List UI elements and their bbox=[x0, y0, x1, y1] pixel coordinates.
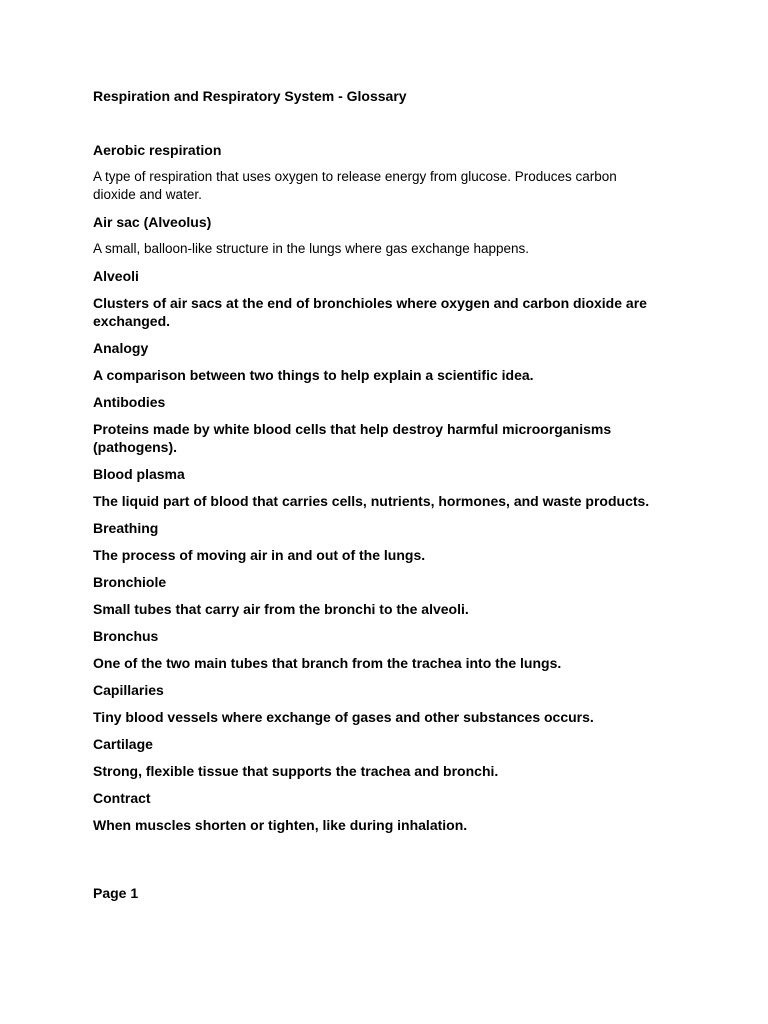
glossary-definition: The liquid part of blood that carries cells, nutrients, hormones, and waste products. bbox=[93, 493, 650, 509]
glossary-definition: A type of respiration that uses oxygen to release energy from glucose. Produces carbon dioxide and water. bbox=[93, 169, 617, 202]
glossary-entry bbox=[93, 627, 663, 672]
glossary-entry bbox=[93, 267, 663, 330]
document-content bbox=[93, 86, 663, 843]
glossary-entry bbox=[93, 681, 663, 726]
glossary-entry bbox=[93, 465, 663, 510]
glossary-definition: Strong, flexible tissue that supports the trachea and bronchi. bbox=[93, 763, 499, 779]
glossary-term: Alveoli bbox=[93, 268, 139, 284]
glossary-term: Capillaries bbox=[93, 682, 164, 698]
glossary-definition: A small, balloon-like structure in the lungs where gas exchange happens. bbox=[93, 241, 530, 256]
glossary-definition: The process of moving air in and out of the lungs. bbox=[93, 547, 426, 563]
glossary-entry bbox=[93, 393, 663, 456]
glossary-term: Blood plasma bbox=[93, 466, 185, 482]
glossary-term: Bronchiole bbox=[93, 574, 167, 590]
glossary-term: Aerobic respiration bbox=[93, 142, 222, 158]
glossary-term: Contract bbox=[93, 790, 151, 806]
glossary-definition: Proteins made by white blood cells that help destroy harmful microorganisms (pathogens). bbox=[93, 421, 612, 455]
glossary-term: Breathing bbox=[93, 520, 159, 536]
glossary-entry bbox=[93, 339, 663, 384]
glossary-definition: Small tubes that carry air from the bronchi to the alveoli. bbox=[93, 601, 469, 617]
glossary-term: Antibodies bbox=[93, 394, 166, 410]
glossary-entry bbox=[93, 519, 663, 564]
glossary-list bbox=[93, 141, 663, 834]
glossary-definition: Tiny blood vessels where exchange of gases and other substances occurs. bbox=[93, 709, 594, 725]
glossary-definition: Clusters of air sacs at the end of bronchioles where oxygen and carbon dioxide are exchanged. bbox=[93, 295, 647, 329]
glossary-entry bbox=[93, 789, 663, 834]
page-number: Page 1 bbox=[93, 885, 139, 901]
glossary-term: Air sac (Alveolus) bbox=[93, 214, 212, 230]
glossary-entry bbox=[93, 141, 663, 204]
glossary-term: Bronchus bbox=[93, 628, 159, 644]
document-title: Respiration and Respiratory System - Glossary bbox=[93, 88, 407, 104]
glossary-term: Analogy bbox=[93, 340, 149, 356]
glossary-definition: A comparison between two things to help explain a scientific idea. bbox=[93, 367, 534, 383]
glossary-entry bbox=[93, 573, 663, 618]
glossary-entry bbox=[93, 213, 663, 258]
glossary-definition: When muscles shorten or tighten, like during inhalation. bbox=[93, 817, 468, 833]
glossary-term: Cartilage bbox=[93, 736, 153, 752]
glossary-definition: One of the two main tubes that branch from the trachea into the lungs. bbox=[93, 655, 562, 671]
glossary-entry bbox=[93, 735, 663, 780]
